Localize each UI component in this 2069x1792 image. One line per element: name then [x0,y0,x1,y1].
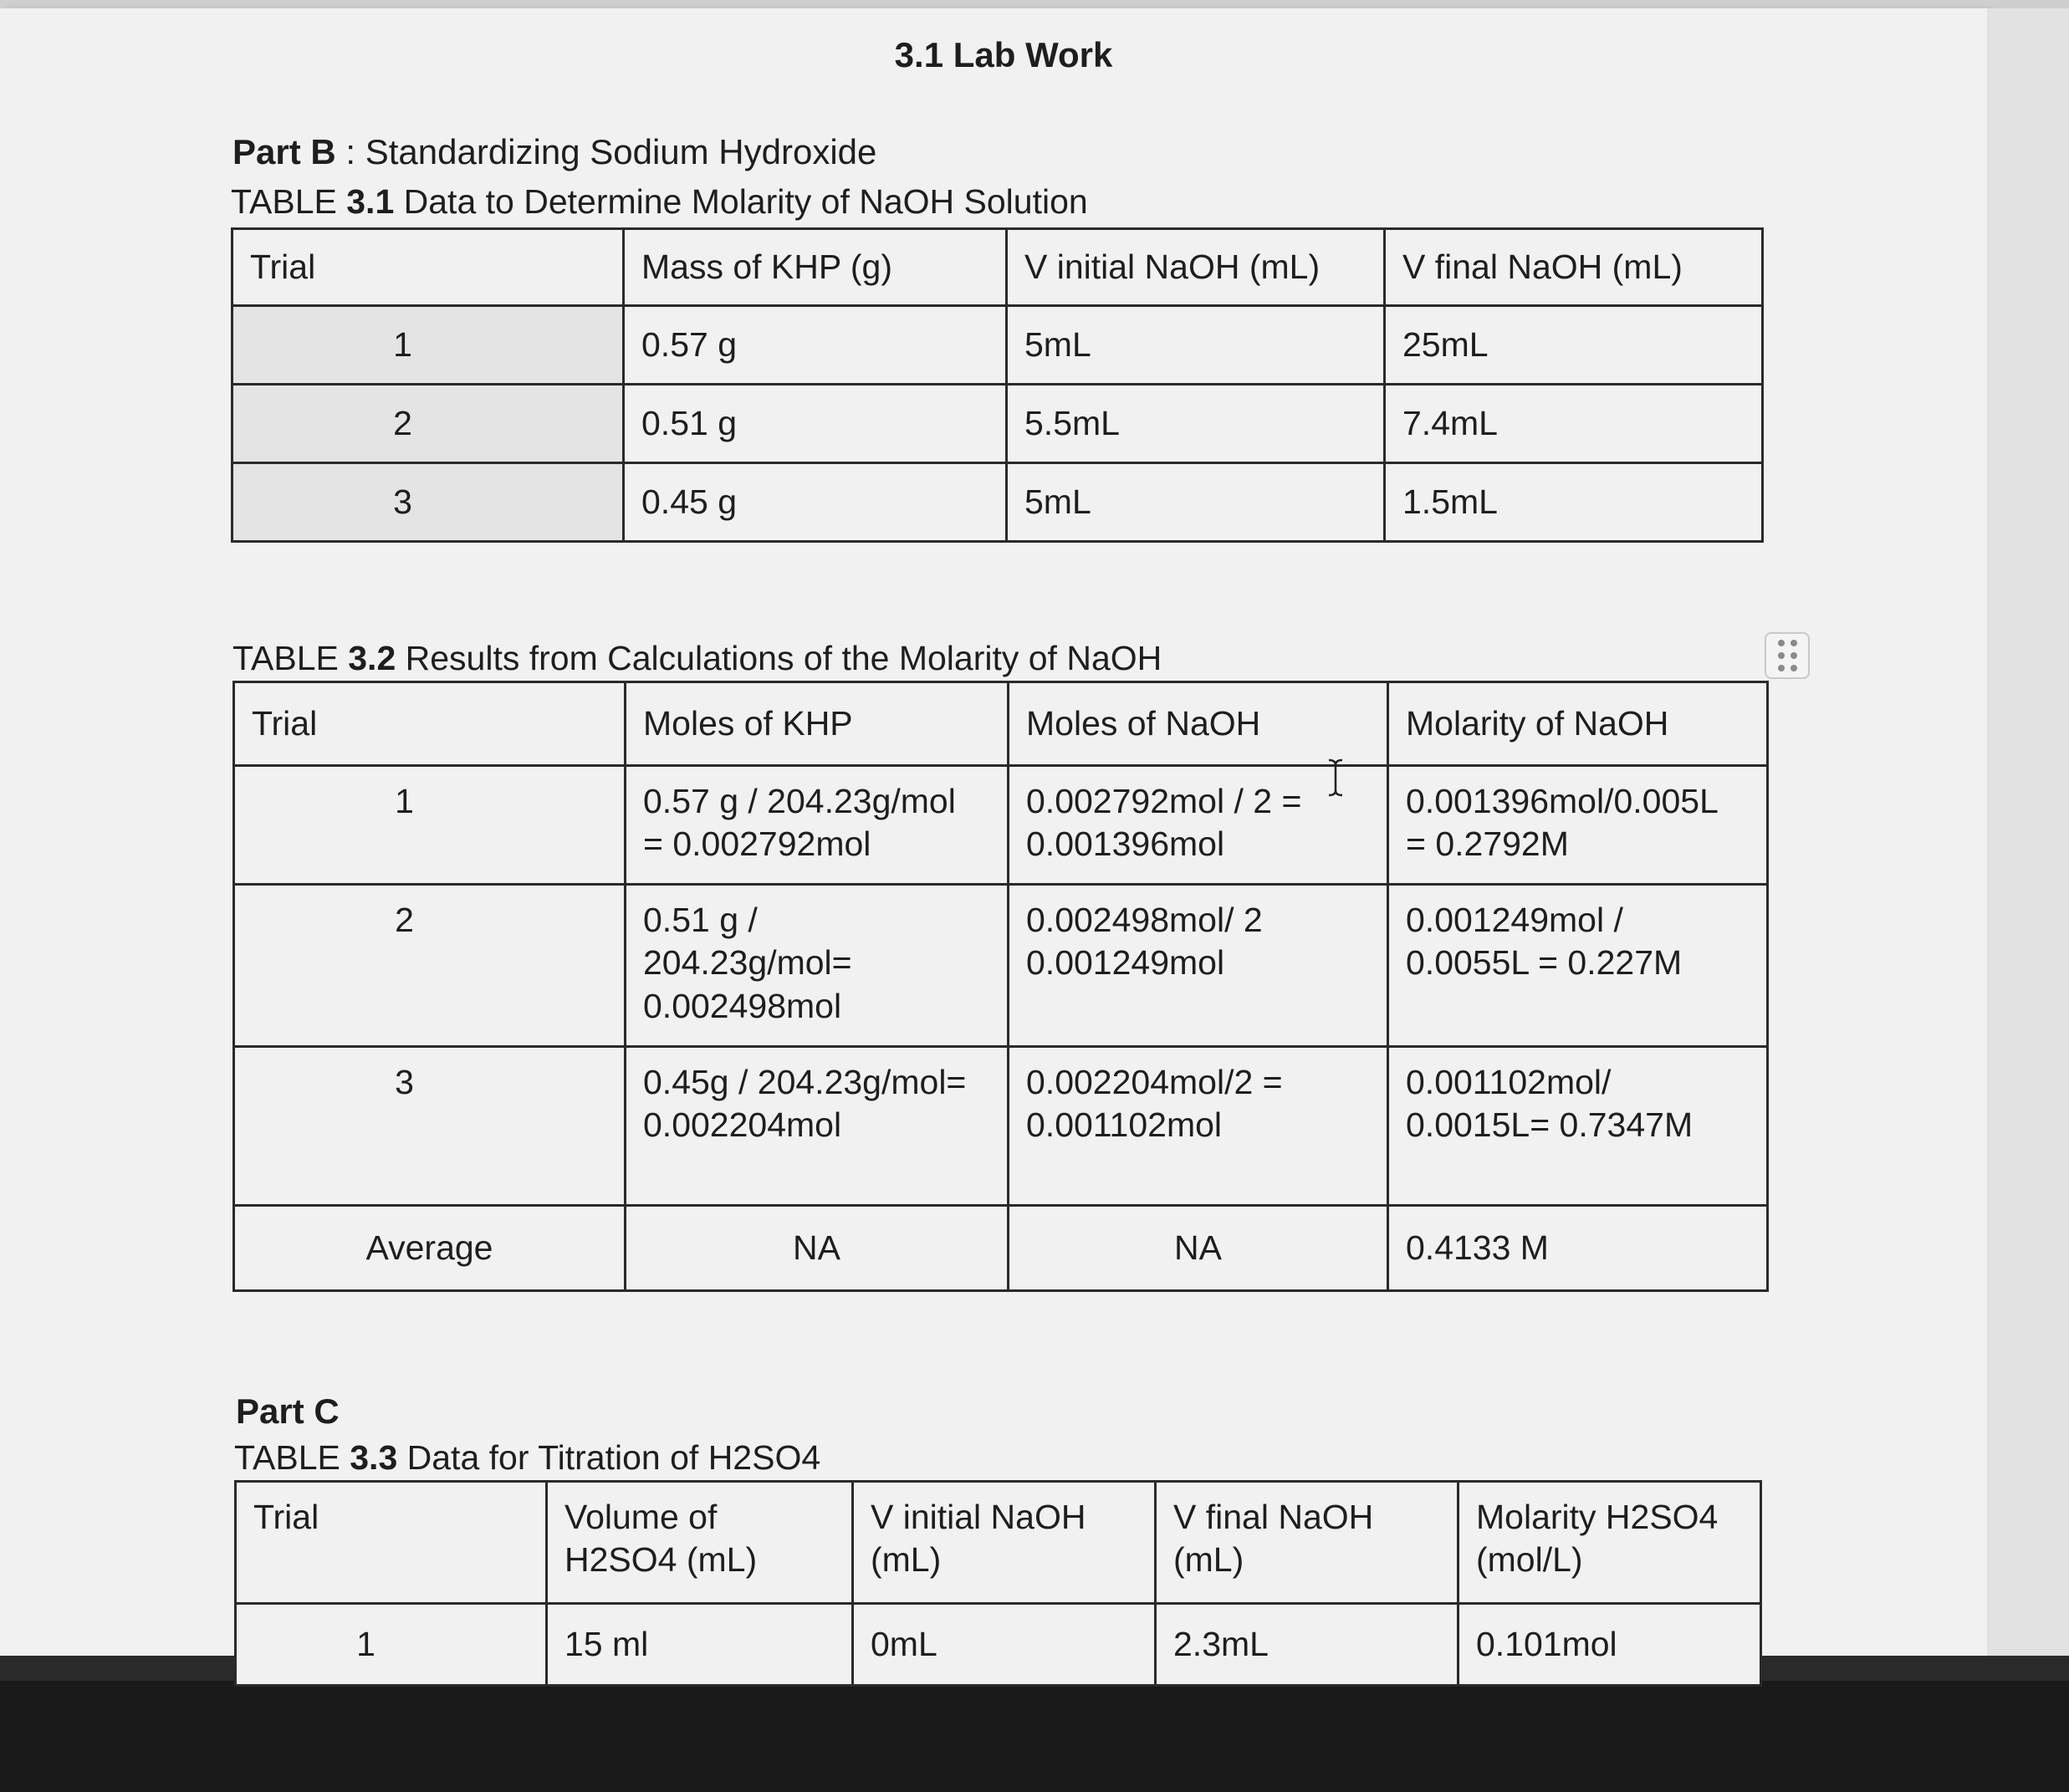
header-molarity-h2so4[interactable] [1459,1482,1761,1604]
v-final-cell[interactable]: 7.4mL [1385,385,1763,463]
moles-khp-cell[interactable] [626,1047,1009,1206]
trial-cell[interactable]: 1 [234,766,626,885]
cell-line: V final NaOH [1173,1498,1374,1536]
caption-text: Data for Titration of H2SO4 [397,1438,821,1477]
cell-line: 0.51 g / [643,901,758,939]
cell-line: 0.002498mol/ 2 [1026,901,1263,939]
table-row [232,306,1763,385]
cell-line: 0.45g / 204.23g/mol= [643,1063,967,1101]
header-v-final[interactable] [1156,1482,1459,1604]
table-3-2-caption [232,639,1162,678]
v-initial-cell[interactable]: 5.5mL [1007,385,1385,463]
caption-prefix: TABLE [231,182,347,221]
mass-cell[interactable]: 0.45 g [624,463,1007,542]
v-final-cell[interactable]: 1.5mL [1385,463,1763,542]
moles-khp-cell[interactable] [626,766,1009,885]
trial-cell[interactable]: 2 [232,385,624,463]
cell-line: V initial NaOH [871,1498,1086,1536]
document-title: 3.1 Lab Work [894,35,1113,74]
volume-cell[interactable]: 15 ml [547,1604,853,1686]
moles-naoh-cell[interactable] [1009,885,1388,1047]
mass-cell[interactable]: 0.51 g [624,385,1007,463]
cell-line: 0.0015L= 0.7347M [1406,1105,1694,1145]
part-b-label: Part B [232,132,336,171]
cell-line: (mL) [871,1540,942,1580]
cell-line: 0.57 g / 204.23g/mol [643,782,956,820]
table-3-1 [231,227,1764,543]
cell-line: 0.001102mol [1026,1105,1223,1145]
header-v-initial[interactable] [853,1482,1156,1604]
trial-cell[interactable]: 2 [234,885,626,1047]
cell-line: 0.001102mol/ [1406,1063,1612,1101]
cell-line: 204.23g/mol= [643,943,852,983]
part-c-label: Part C [236,1391,340,1431]
cell-line: Molarity H2SO4 [1476,1498,1719,1536]
cell-line: 0.002498mol [643,986,842,1025]
average-moles-naoh[interactable]: NA [1009,1206,1388,1291]
trial-cell[interactable]: 1 [236,1604,547,1686]
header-trial[interactable] [236,1482,547,1604]
molarity-cell[interactable] [1388,1047,1768,1206]
table-row [234,885,1768,1047]
caption-number: 3.2 [348,639,396,677]
caption-prefix: TABLE [234,1438,350,1477]
table-row [232,385,1763,463]
header-v-initial[interactable]: V initial NaOH (mL) [1007,229,1385,306]
table-3-2 [232,681,1769,1292]
table-3-3 [234,1480,1762,1687]
cell-line: 0.002204mol [643,1105,842,1145]
table-header-row [236,1482,1761,1604]
cell-line: (mol/L) [1476,1540,1583,1580]
table-row [234,766,1768,885]
cell-line: 0.001396mol/0.005L [1406,782,1719,820]
header-molarity-naoh[interactable]: Molarity of NaOH [1388,682,1768,766]
cell-line: 0.001396mol [1026,825,1225,864]
cell-line: 0.002792mol / 2 = [1026,782,1302,820]
cell-line: = 0.2792M [1406,825,1569,864]
v-initial-cell[interactable]: 5mL [1007,463,1385,542]
table-3-3-caption [234,1438,820,1478]
cell-line: 0.001249mol / [1406,901,1623,939]
text-cursor-icon [1326,758,1345,798]
caption-text: Results from Calculations of the Molarity of NaOH [396,639,1162,677]
header-moles-naoh[interactable]: Moles of NaOH [1009,682,1388,766]
page-margin [1987,8,2069,1656]
molarity-cell[interactable]: 0.101mol [1459,1604,1761,1686]
cell-line: = 0.002792mol [643,825,871,864]
trial-cell[interactable]: 1 [232,306,624,385]
cell-line: (mL) [1173,1540,1244,1580]
table-3-1-caption [231,182,1088,222]
caption-number: 3.3 [350,1438,398,1477]
part-b-title: Standardizing Sodium Hydroxide [365,132,877,171]
header-v-final[interactable]: V final NaOH (mL) [1385,229,1763,306]
part-b-heading [232,132,876,172]
cell-line: Trial [253,1498,319,1536]
cell-line: 0.001249mol [1026,943,1225,983]
trial-cell[interactable]: 3 [234,1047,626,1206]
moles-khp-cell[interactable] [626,885,1009,1047]
molarity-cell[interactable] [1388,766,1768,885]
window-top-strip [0,0,2069,8]
mass-cell[interactable]: 0.57 g [624,306,1007,385]
header-trial[interactable]: Trial [234,682,626,766]
cell-line: H2SO4 (mL) [565,1540,758,1580]
average-row [234,1206,1768,1291]
header-moles-khp[interactable]: Moles of KHP [626,682,1009,766]
table-header-row [234,682,1768,766]
cell-line: 0.0055L = 0.227M [1406,943,1683,983]
v-final-cell[interactable]: 25mL [1385,306,1763,385]
average-molarity[interactable]: 0.4133 M [1388,1206,1768,1291]
molarity-cell[interactable] [1388,885,1768,1047]
table-header-row [232,229,1763,306]
trial-cell[interactable]: 3 [232,463,624,542]
v-initial-cell[interactable]: 5mL [1007,306,1385,385]
cell-line: 0.002204mol/2 = [1026,1063,1283,1101]
table-row [232,463,1763,542]
table-row [236,1604,1761,1686]
average-moles-khp[interactable]: NA [626,1206,1009,1291]
part-c-heading [236,1391,340,1432]
cell-line: Volume of [565,1498,718,1536]
table-row [234,1047,1768,1206]
header-trial[interactable]: Trial [232,229,624,306]
header-mass-khp[interactable]: Mass of KHP (g) [624,229,1007,306]
part-b-separator: : [335,132,365,171]
average-label[interactable]: Average [234,1206,626,1291]
v-initial-cell[interactable]: 0mL [853,1604,1156,1686]
v-final-cell[interactable]: 2.3mL [1156,1604,1459,1686]
drag-handle-icon[interactable] [1765,632,1810,679]
caption-number: 3.1 [346,182,395,221]
header-volume-h2so4[interactable] [547,1482,853,1604]
moles-naoh-cell[interactable] [1009,1047,1388,1206]
caption-text: Data to Determine Molarity of NaOH Solution [394,182,1088,221]
caption-prefix: TABLE [232,639,349,677]
